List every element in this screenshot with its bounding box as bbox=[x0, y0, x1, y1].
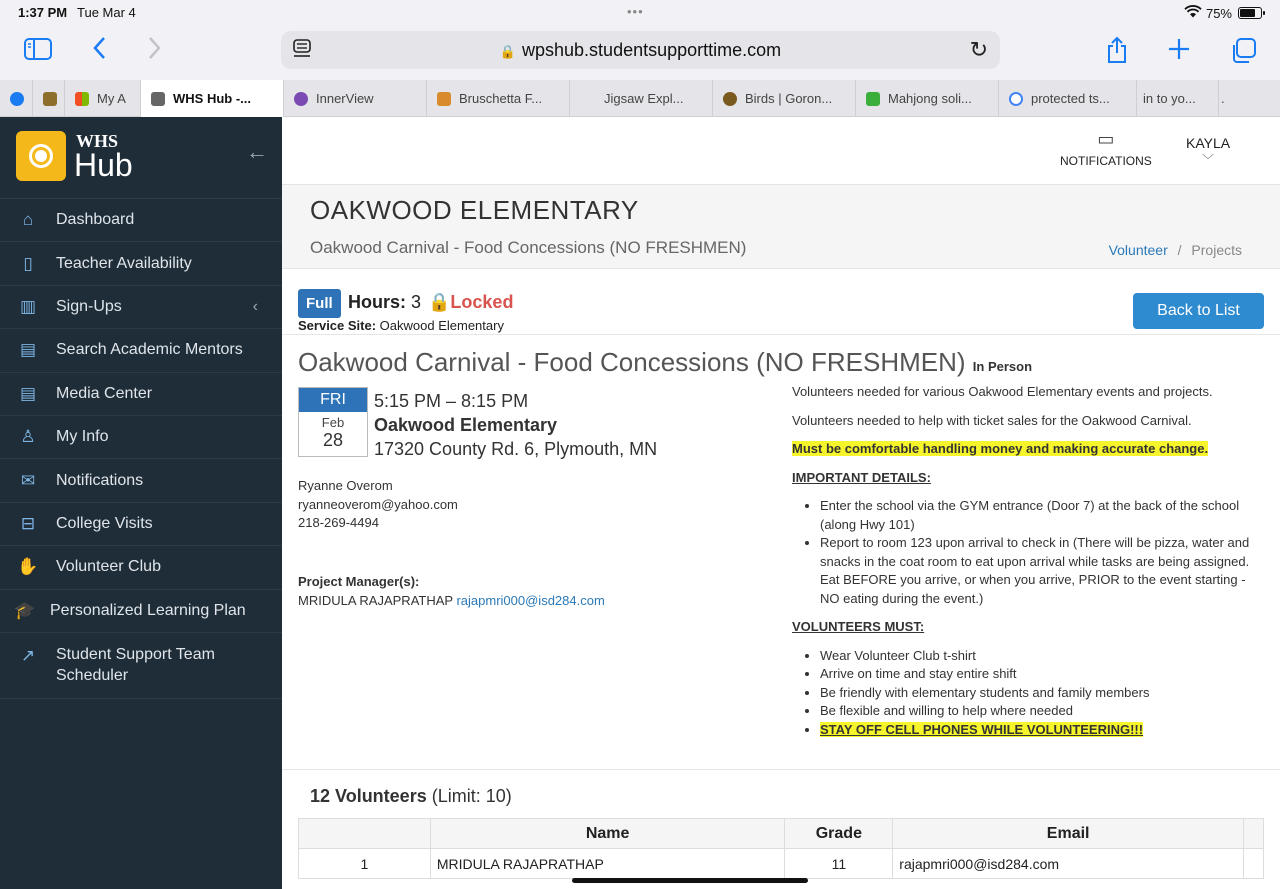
volunteers-table bbox=[298, 818, 1264, 879]
tab-12[interactable]: . bbox=[1218, 80, 1280, 117]
project-manager: Project Manager(s): MRIDULA RAJAPRATHAP rajapmri000@isd284.com bbox=[298, 574, 605, 608]
calendar-icon: ▤ bbox=[19, 340, 37, 360]
list-item: • Report to room 123 upon arrival to check in (There will be pizza, water and snacks in the coat room to eat upon arrival while tasks are being assigned. Eat BEFORE you arrive, or when you arrive, PRIOR to the event starting - NO eating during the event.) bbox=[820, 534, 1262, 608]
back-to-list-button[interactable]: Back to List bbox=[1133, 293, 1264, 329]
date-badge bbox=[298, 387, 368, 457]
hours: Hours: 3 bbox=[348, 292, 422, 312]
month: Feb bbox=[321, 415, 345, 430]
url-text-wrap bbox=[281, 40, 1000, 61]
back-chevron-icon[interactable] bbox=[92, 36, 106, 64]
url-text: wpshub.studentsupporttime.com bbox=[522, 40, 782, 60]
sidebar-item-student-support-team-scheduler[interactable]: ↗ Student Support Team Scheduler bbox=[0, 633, 282, 699]
col-name: Name bbox=[430, 819, 785, 849]
contact-info bbox=[298, 477, 458, 533]
main-content bbox=[282, 117, 1280, 889]
locked-status: 🔒Locked bbox=[428, 292, 514, 312]
tab-11[interactable]: in to yo... bbox=[1136, 80, 1218, 117]
calendar-icon: ▤ bbox=[19, 383, 37, 403]
tab-favicon-icon bbox=[43, 92, 57, 106]
list-item: • Wear Volunteer Club t-shirt bbox=[820, 647, 1262, 666]
list-item: • Enter the school via the GYM entrance (Door 7) at the back of the school (along Hwy 101) bbox=[820, 497, 1262, 534]
col-extra bbox=[1243, 819, 1263, 849]
event-time: 5:15 PM – 8:15 PM bbox=[374, 391, 529, 411]
important-heading: IMPORTANT DETAILS: bbox=[792, 469, 931, 485]
must-list bbox=[820, 647, 1262, 740]
close-tab-icon[interactable] bbox=[151, 92, 165, 106]
event-mode: In Person bbox=[972, 359, 1033, 374]
tab-favicon-icon bbox=[723, 92, 737, 106]
event-detail bbox=[282, 335, 1280, 770]
page-subtitle: Oakwood Carnival - Food Concessions (NO FRESHMEN) bbox=[310, 238, 747, 257]
tab-favicon-icon bbox=[294, 92, 308, 106]
event-location: Oakwood Elementary bbox=[374, 415, 558, 435]
event-title: Oakwood Carnival - Food Concessions (NO FRESHMEN) In Person bbox=[298, 347, 1033, 377]
user-icon: ♙ bbox=[20, 427, 36, 447]
day-number: 28 bbox=[322, 430, 344, 450]
tab-10[interactable]: protected ts... bbox=[998, 80, 1136, 117]
map-icon: ▥ bbox=[19, 296, 37, 316]
status-badge: Full bbox=[298, 289, 341, 318]
browser-toolbar bbox=[0, 26, 1280, 80]
status-row bbox=[282, 269, 1280, 335]
top-bar bbox=[282, 117, 1280, 185]
graduation-cap-icon: 🎓 bbox=[14, 600, 36, 620]
tab-favicon-icon bbox=[866, 92, 880, 106]
col-number bbox=[299, 819, 431, 849]
envelope-icon: ✉ bbox=[20, 470, 36, 490]
sidebar-item-college-visits[interactable]: ⊟ College Visits bbox=[0, 503, 282, 546]
lock-icon: 🔒 bbox=[428, 292, 451, 312]
sidebar-item-media-center[interactable]: ▤ Media Center bbox=[0, 373, 282, 416]
tab-7[interactable]: Jigsaw Expl... bbox=[569, 80, 712, 117]
page-header bbox=[282, 185, 1280, 269]
sidebar-item-my-info[interactable]: ♙ My Info bbox=[0, 416, 282, 459]
sidebar-item-personalized-learning-plan[interactable]: 🎓 Personalized Learning Plan bbox=[0, 590, 282, 633]
list-item: • STAY OFF CELL PHONES WHILE VOLUNTEERING!!! bbox=[820, 721, 1262, 740]
home-icon: ⌂ bbox=[22, 210, 34, 230]
microsoft-favicon-icon bbox=[75, 92, 89, 106]
tab-strip bbox=[0, 80, 1280, 117]
brand-whs: WHS bbox=[76, 131, 119, 151]
day-of-week: FRI bbox=[299, 388, 367, 412]
volunteers-heading: 12 Volunteers (Limit: 10) bbox=[310, 786, 512, 806]
sidebar-item-dashboard[interactable]: ⌂ Dashboard bbox=[0, 199, 282, 242]
pm-name: MRIDULA RAJAPRATHAP bbox=[298, 592, 453, 608]
contact-name: Ryanne Overom bbox=[298, 478, 393, 493]
sidebar-toggle-icon[interactable] bbox=[24, 38, 52, 64]
volunteers-section bbox=[282, 770, 1280, 889]
reload-icon[interactable]: ↻ bbox=[969, 37, 988, 62]
chevron-left-icon: ‹ bbox=[252, 297, 258, 315]
home-indicator-bar[interactable] bbox=[572, 878, 808, 883]
tab-8[interactable]: Birds | Goron... bbox=[712, 80, 855, 117]
must-heading: VOLUNTEERS MUST: bbox=[792, 619, 925, 634]
battery-icon bbox=[1238, 7, 1262, 19]
event-address: 17320 County Rd. 6, Plymouth, MN bbox=[374, 439, 658, 459]
sidebar-item-volunteer-club[interactable]: ✋ Volunteer Club bbox=[0, 546, 282, 589]
tab-favicon-icon bbox=[437, 92, 451, 106]
contact-email: ryanneoverom@yahoo.com bbox=[298, 496, 458, 512]
important-list bbox=[820, 497, 1262, 608]
user-menu[interactable] bbox=[1186, 135, 1230, 168]
tab-6[interactable]: Bruschetta F... bbox=[426, 80, 569, 117]
calendar-notification-icon: ▭ bbox=[1097, 129, 1115, 149]
multitasking-dots-icon[interactable]: ••• bbox=[627, 4, 644, 19]
battery-percent: 75% bbox=[1205, 5, 1232, 21]
tab-2[interactable] bbox=[32, 80, 64, 117]
service-site: Service Site: Oakwood Elementary bbox=[298, 318, 504, 333]
sidebar-item-search-academic-mentors[interactable]: ▤ Search Academic Mentors bbox=[0, 329, 282, 372]
brand-hub: Hub bbox=[74, 147, 133, 183]
list-item: • Arrive on time and stay entire shift bbox=[820, 665, 1262, 684]
sun-logo-icon[interactable] bbox=[16, 131, 66, 181]
contact-phone: 218-269-4494 bbox=[298, 515, 379, 530]
clipboard-icon: ▯ bbox=[23, 253, 33, 273]
address-bar[interactable] bbox=[281, 31, 1000, 69]
lock-icon: 🔒 bbox=[499, 44, 517, 59]
col-grade: Grade bbox=[785, 819, 893, 849]
status-right bbox=[1184, 5, 1262, 21]
tab-favicon-icon bbox=[10, 92, 24, 106]
sidebar-item-teacher-availability[interactable]: ▯ Teacher Availability bbox=[0, 242, 282, 285]
tab-3[interactable]: My A bbox=[64, 80, 140, 117]
wifi-icon bbox=[1184, 5, 1202, 21]
external-link-icon: ↗ bbox=[20, 645, 36, 665]
new-tab-icon[interactable] bbox=[1168, 38, 1190, 64]
event-when bbox=[374, 389, 657, 461]
breadcrumb: Volunteer / Projects bbox=[1108, 242, 1242, 258]
breadcrumb-volunteer[interactable]: Volunteer bbox=[1108, 242, 1168, 258]
table-row: 1 MRIDULA RAJAPRATHAP 11 rajapmri000@isd284.com bbox=[299, 849, 1264, 879]
google-favicon-icon bbox=[1009, 92, 1023, 106]
money-highlight: Must be comfortable handling money and making accurate change. bbox=[792, 441, 1209, 456]
breadcrumb-projects: Projects bbox=[1191, 242, 1242, 258]
tab-1[interactable] bbox=[0, 80, 32, 117]
sidebar-item-notifications[interactable]: ✉ Notifications bbox=[0, 459, 282, 502]
hand-icon: ✋ bbox=[17, 557, 39, 577]
page-title: OAKWOOD ELEMENTARY bbox=[310, 195, 639, 225]
briefcase-icon: ⊟ bbox=[20, 513, 36, 533]
user-name: KAYLA bbox=[1186, 135, 1231, 151]
clock: 1:37 PM bbox=[18, 5, 68, 20]
collapse-sidebar-icon[interactable]: ← bbox=[246, 139, 268, 164]
list-item: • Be friendly with elementary students and family members bbox=[820, 684, 1262, 703]
pm-email-link[interactable]: rajapmri000@isd284.com bbox=[456, 592, 605, 608]
forward-chevron-icon[interactable] bbox=[148, 36, 162, 64]
ios-status-bar bbox=[0, 0, 1280, 26]
sidebar bbox=[0, 117, 282, 889]
tab-4-active[interactable]: WHS Hub -... bbox=[140, 80, 283, 117]
tab-9[interactable]: Mahjong soli... bbox=[855, 80, 998, 117]
tab-overview-icon[interactable] bbox=[1230, 38, 1256, 68]
chevron-down-icon: ﹀ bbox=[1202, 153, 1215, 167]
list-item: • Be flexible and willing to help where needed bbox=[820, 702, 1262, 721]
notifications-button[interactable]: ▭ NOTIFICATIONS bbox=[1060, 129, 1152, 168]
event-description: Volunteers needed for various Oakwood Elementary events and projects. Volunteers needed to help with ticket sales for the Oakwood Carnival. Must be comfortable handling money and making accurate change. IMPORTANT DETAILS: • Enter the school via the GYM entrance (Door 7) at the back of the school (along Hwy 101) • Report to room 123 upon arrival to check in (There will be pizza, water and snacks in the coat room to eat upon arrival while tasks are being assigned. Eat BEFORE you arrive, or when you arrive, PRIOR to the event starting - NO eating during the event.) VOLUNTEERS MUST: • Wear Volunteer Club t-shirt • Arrive on time and stay entire shift • Be friendly with elementary students and family members • Be flexible and willing to help where needed • STAY OFF CELL PHONES WHILE VOLUNTEERING!!! bbox=[792, 383, 1262, 749]
tab-5[interactable]: InnerView bbox=[283, 80, 426, 117]
date: Tue Mar 4 bbox=[77, 5, 136, 20]
brand bbox=[0, 117, 282, 199]
col-email: Email bbox=[893, 819, 1244, 849]
sidebar-item-sign-ups[interactable]: ▥ Sign-Ups ‹ bbox=[0, 286, 282, 329]
share-icon[interactable] bbox=[1106, 36, 1128, 68]
